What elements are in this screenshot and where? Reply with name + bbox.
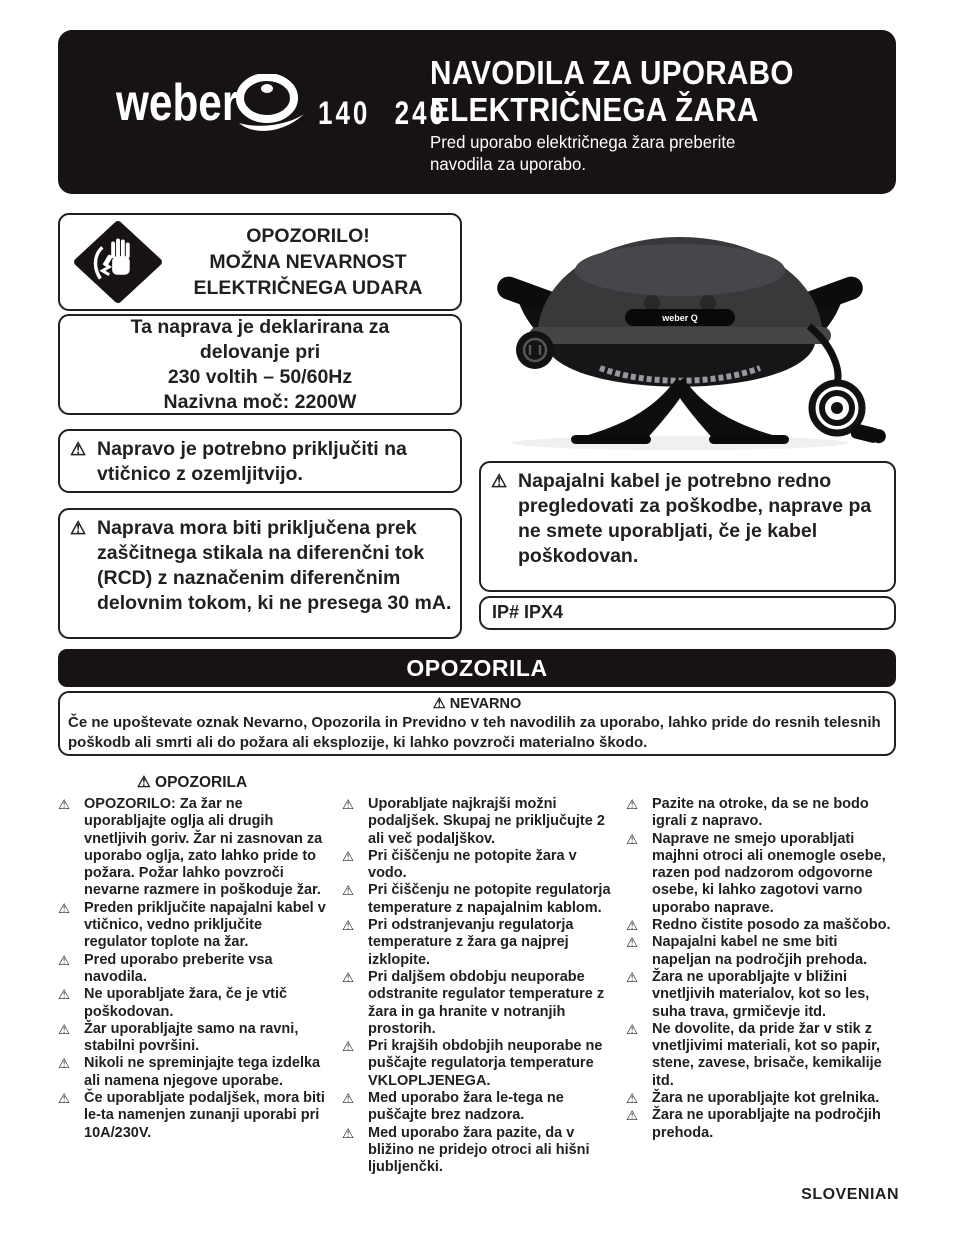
warning-triangle-icon: ⚠ xyxy=(342,848,355,864)
power-cord-warning-text: Napajalni kabel je potrebno redno pregledovati za poškodbe, naprave pa ne smete uporabljati, če je kabel poškodovan. xyxy=(518,470,872,567)
warnings-column-1 xyxy=(58,796,328,1177)
warning-triangle-icon: ⚠ xyxy=(342,969,355,985)
danger-notice-box xyxy=(58,691,896,756)
warning-text: Žara ne uporabljajte v bližini vnetljivih materialov, kot so les, suha trava, grmičevje itd. xyxy=(652,968,870,1020)
warning-item xyxy=(626,969,896,1021)
title-line-2: ELEKTRIČNEGA ŽARA xyxy=(430,91,759,128)
warning-triangle-icon: ⚠ xyxy=(342,918,355,934)
warning-triangle-icon: ⚠ xyxy=(626,1091,639,1107)
warning-triangle-icon: ⚠ xyxy=(626,1108,639,1124)
warning-triangle-icon: ⚠ xyxy=(58,1091,71,1107)
warning-item xyxy=(626,831,896,917)
warning-text: Redno čistite posodo za maščobo. xyxy=(652,917,891,934)
warning-text: Naprave ne smejo uporabljati majhni otroci ali onemogle osebe, razen pod nadzorom odgovorne osebe, ki lahko zagotovi varno uporabo naprave. xyxy=(652,830,886,916)
warning-text: Ne dovolite, da pride žar v stik z vnetljivimi materiali, kot so papir, stene, zavese, brisače, kemikalije itd. xyxy=(652,1020,882,1089)
warning-triangle-icon: ⚠ xyxy=(58,797,71,812)
power-cord-warning-box xyxy=(479,461,896,592)
warnings-column-3 xyxy=(626,796,896,1177)
warning-item xyxy=(342,917,612,969)
warning-triangle-icon: ⚠ xyxy=(626,935,639,951)
warning-item xyxy=(58,952,328,987)
shock-warning-line3: ELEKTRIČNEGA UDARA xyxy=(193,277,423,299)
language-label: SLOVENIAN xyxy=(801,1186,899,1203)
rcd-warning-text: Naprava mora biti priključena prek zaščitnega stikala na diferenčni tok (RCD) z naznačenim diferenčnim delovnim tokom, ki ne presega 30 mA. xyxy=(97,517,452,614)
warning-item xyxy=(626,917,896,934)
warning-item xyxy=(58,1090,328,1142)
shock-warning-text xyxy=(164,223,452,301)
warning-triangle-icon: ⚠ xyxy=(136,774,151,791)
warning-item xyxy=(58,796,328,900)
model-numbers: 140 240 xyxy=(318,94,447,132)
grounding-warning-box xyxy=(58,429,462,493)
ip-rating-text: IP# IPX4 xyxy=(492,602,564,622)
warning-text: Pri čiščenju ne potopite regulatorja temperature z napajalnim kablom. xyxy=(368,882,611,916)
warning-triangle-icon: ⚠ xyxy=(626,831,639,847)
warning-triangle-icon: ⚠ xyxy=(342,1039,355,1055)
warning-triangle-icon: ⚠ xyxy=(432,696,446,712)
warning-item xyxy=(342,848,612,883)
warning-item xyxy=(626,796,896,831)
warning-item xyxy=(342,882,612,917)
grill-product-image xyxy=(485,208,895,458)
warning-item xyxy=(626,1021,896,1090)
warning-item xyxy=(58,986,328,1021)
warning-triangle-icon: ⚠ xyxy=(58,952,71,968)
warning-text: Pri odstranjevanju regulatorja temperature z žara ga najprej izklopite. xyxy=(368,917,574,968)
warning-triangle-icon: ⚠ xyxy=(58,900,71,916)
warning-triangle-icon: ⚠ xyxy=(626,1021,639,1037)
warning-triangle-icon: ⚠ xyxy=(342,1091,355,1107)
rcd-warning-box xyxy=(58,508,462,639)
warnings-heading-text: OPOZORILA xyxy=(155,774,248,791)
title-line-1: NAVODILA ZA UPORABO xyxy=(430,54,794,91)
subtitle-line-2: navodila za uporabo. xyxy=(430,154,586,174)
subtitle-line-1: Pred uporabo električnega žara preberite xyxy=(430,132,736,152)
warning-item xyxy=(342,796,612,848)
warning-item xyxy=(58,900,328,952)
danger-text: Če ne upoštevate oznak Nevarno, Opozorila in Previdno v teh navodilih za uporabo, lahko pride do resnih telesnih poškodb ali smrti ali do požara ali eksplozije, ki lahko povzroči materialno škodo. xyxy=(68,714,881,751)
grounding-warning-text: Napravo je potrebno priključiti na vtičnico z ozemljitvijo. xyxy=(97,438,407,485)
warning-item xyxy=(626,1107,896,1142)
warning-text: Če uporabljate podaljšek, mora biti le-ta namenjen zunanji uporabi pri 10A/230V. xyxy=(84,1090,325,1141)
warning-triangle-icon: ⚠ xyxy=(58,1021,71,1037)
warning-triangle-icon: ⚠ xyxy=(58,987,71,1003)
shock-warning-line1: OPOZORILO! xyxy=(246,225,370,247)
weber-logo: weber xyxy=(116,73,239,132)
warning-triangle-icon: ⚠ xyxy=(342,1125,355,1141)
warning-triangle-icon: ⚠ xyxy=(491,471,508,491)
warning-text: Napajalni kabel ne sme biti napeljan na področjih prehoda. xyxy=(652,934,868,968)
warning-triangle-icon: ⚠ xyxy=(626,797,639,812)
header-banner xyxy=(58,30,896,194)
warning-item xyxy=(626,1090,896,1107)
warning-item xyxy=(58,1055,328,1090)
electric-shock-warning-box xyxy=(58,213,462,311)
rating-line2: delovanje pri xyxy=(199,340,321,363)
grill-handle-logo: weber Q xyxy=(662,313,698,323)
warning-item xyxy=(342,969,612,1038)
page-subtitle xyxy=(430,131,735,175)
warning-item xyxy=(58,1021,328,1056)
warning-item xyxy=(626,934,896,969)
rating-text xyxy=(131,315,390,415)
warning-text: Ne uporabljate žara, če je vtič poškodovan. xyxy=(84,986,288,1020)
page-title xyxy=(430,54,794,128)
warning-text: OPOZORILO: Za žar ne uporabljajte oglja ali drugih vnetljivih goriv. Žar ni zasnovan za uporabo oglja, zato lahko pride to požara. Požar lahko povzroči nevarne razmere in poškoduje žar. xyxy=(84,796,323,899)
warnings-column-2 xyxy=(342,796,612,1177)
warning-triangle-icon: ⚠ xyxy=(70,439,87,459)
ip-rating-box xyxy=(479,596,896,630)
weber-q-logo-icon xyxy=(230,74,312,144)
rating-line3: 230 voltih – 50/60Hz xyxy=(167,365,353,388)
electrical-rating-box xyxy=(58,314,462,415)
warning-item xyxy=(342,1090,612,1125)
shock-warning-line2: MOŽNA NEVARNOST xyxy=(209,251,407,273)
warning-triangle-icon: ⚠ xyxy=(58,1056,71,1072)
warning-text: Pred uporabo preberite vsa navodila. xyxy=(84,951,273,985)
warning-text: Nikoli ne spreminjajte tega izdelka ali namena njegove uporabe. xyxy=(84,1055,321,1089)
warning-text: Pri krajših obdobjih neuporabe ne puščajte regulatorja temperature VKLOPLJENEGA. xyxy=(368,1038,603,1089)
warnings-list-heading xyxy=(58,773,326,792)
warning-triangle-icon: ⚠ xyxy=(626,918,639,934)
warning-text: Pri čiščenju ne potopite žara v vodo. xyxy=(368,847,577,882)
danger-title-text: NEVARNO xyxy=(449,696,522,712)
warning-text: Med uporabo žara le-tega ne puščajte brez nadzora. xyxy=(368,1090,564,1124)
warning-text: Žara ne uporabljajte na področjih prehoda. xyxy=(652,1107,881,1141)
warning-triangle-icon: ⚠ xyxy=(626,969,639,985)
warning-item xyxy=(342,1125,612,1177)
warning-text: Žara ne uporabljajte kot grelnika. xyxy=(652,1090,880,1107)
rating-line1: Ta naprava je deklarirana za xyxy=(130,315,390,338)
rating-line4: Nazivna moč: 2200W xyxy=(163,390,357,413)
warning-text: Uporabljate najkrajši možni podaljšek. Skupaj ne priključujte 2 ali več podaljškov. xyxy=(368,796,605,847)
warning-triangle-icon: ⚠ xyxy=(70,518,87,538)
warnings-columns xyxy=(58,796,896,1177)
warning-text: Preden priključite napajalni kabel v vtičnico, vedno priključite regulator toplote na žar. xyxy=(84,899,326,951)
electric-shock-hazard-icon xyxy=(72,220,164,304)
warning-triangle-icon: ⚠ xyxy=(342,883,355,899)
warning-text: Pri daljšem obdobju neuporabe odstranite regulator temperature z žara in ga hranite v notranjih prostorih. xyxy=(368,968,605,1037)
danger-title xyxy=(60,693,894,712)
warning-text: Žar uporabljajte samo na ravni, stabilni površini. xyxy=(84,1020,299,1055)
warning-text: Pazite na otroke, da se ne bodo igrali z napravo. xyxy=(652,796,869,830)
warning-text: Med uporabo žara pazite, da v bližino ne pridejo otroci ali hišni ljubljenčki. xyxy=(368,1124,590,1176)
warning-item xyxy=(342,1038,612,1090)
warnings-section-bar: OPOZORILA xyxy=(58,649,896,687)
warning-triangle-icon: ⚠ xyxy=(342,797,355,812)
